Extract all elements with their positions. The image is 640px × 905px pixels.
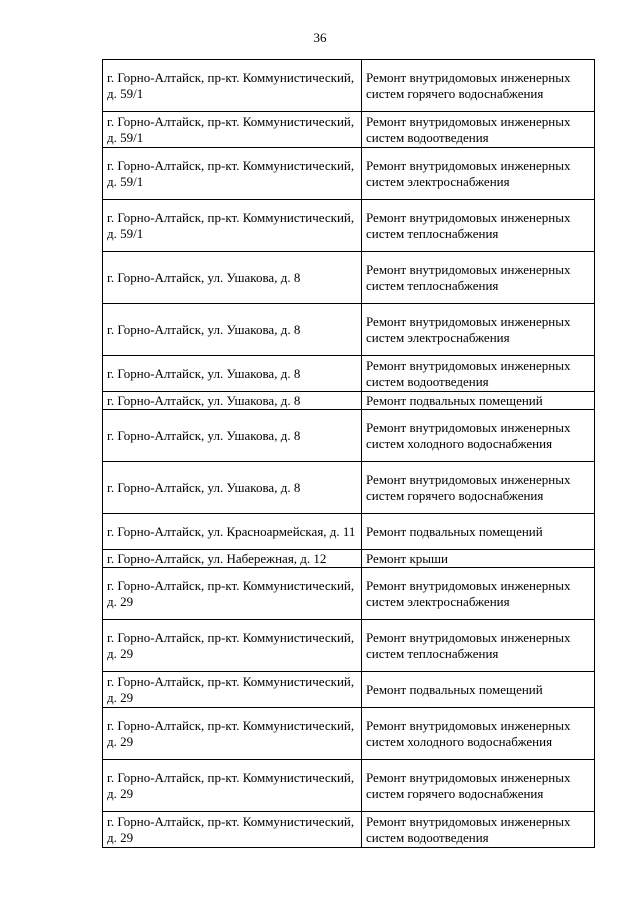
work-type-cell: Ремонт внутридомовых инженерных систем теплоснабжения — [362, 252, 595, 304]
work-type-cell: Ремонт внутридомовых инженерных систем теплоснабжения — [362, 620, 595, 672]
address-cell: г. Горно-Алтайск, пр-кт. Коммунистический, д. 29 — [103, 760, 362, 812]
address-cell: г. Горно-Алтайск, ул. Ушакова, д. 8 — [103, 252, 362, 304]
address-cell: г. Горно-Алтайск, ул. Ушакова, д. 8 — [103, 304, 362, 356]
table-row — [103, 392, 595, 410]
repair-works-table — [102, 59, 595, 848]
address-cell: г. Горно-Алтайск, ул. Ушакова, д. 8 — [103, 392, 362, 410]
address-cell: г. Горно-Алтайск, пр-кт. Коммунистический, д. 59/1 — [103, 148, 362, 200]
table-row — [103, 760, 595, 812]
work-type-cell: Ремонт внутридомовых инженерных систем электроснабжения — [362, 568, 595, 620]
address-cell: г. Горно-Алтайск, пр-кт. Коммунистический, д. 29 — [103, 708, 362, 760]
address-cell: г. Горно-Алтайск, ул. Набережная, д. 12 — [103, 550, 362, 568]
address-cell: г. Горно-Алтайск, пр-кт. Коммунистический, д. 29 — [103, 568, 362, 620]
table-row — [103, 252, 595, 304]
table-row — [103, 708, 595, 760]
work-type-cell: Ремонт внутридомовых инженерных систем электроснабжения — [362, 304, 595, 356]
table-row — [103, 550, 595, 568]
work-type-cell: Ремонт подвальных помещений — [362, 672, 595, 708]
work-type-cell: Ремонт внутридомовых инженерных систем электроснабжения — [362, 148, 595, 200]
work-type-cell: Ремонт внутридомовых инженерных систем горячего водоснабжения — [362, 462, 595, 514]
address-cell: г. Горно-Алтайск, ул. Ушакова, д. 8 — [103, 356, 362, 392]
table-row — [103, 410, 595, 462]
work-type-cell: Ремонт внутридомовых инженерных систем холодного водоснабжения — [362, 708, 595, 760]
address-cell: г. Горно-Алтайск, пр-кт. Коммунистический, д. 29 — [103, 812, 362, 848]
table-row — [103, 672, 595, 708]
table-row — [103, 812, 595, 848]
address-cell: г. Горно-Алтайск, ул. Ушакова, д. 8 — [103, 462, 362, 514]
address-cell: г. Горно-Алтайск, пр-кт. Коммунистический, д. 59/1 — [103, 200, 362, 252]
table-row — [103, 620, 595, 672]
work-type-cell: Ремонт внутридомовых инженерных систем водоотведения — [362, 812, 595, 848]
address-cell: г. Горно-Алтайск, ул. Ушакова, д. 8 — [103, 410, 362, 462]
address-cell: г. Горно-Алтайск, пр-кт. Коммунистический, д. 29 — [103, 672, 362, 708]
address-cell: г. Горно-Алтайск, пр-кт. Коммунистический, д. 59/1 — [103, 60, 362, 112]
work-type-cell: Ремонт внутридомовых инженерных систем горячего водоснабжения — [362, 760, 595, 812]
table-row — [103, 568, 595, 620]
address-cell: г. Горно-Алтайск, пр-кт. Коммунистический, д. 59/1 — [103, 112, 362, 148]
table-row — [103, 148, 595, 200]
work-type-cell: Ремонт внутридомовых инженерных систем теплоснабжения — [362, 200, 595, 252]
work-type-cell: Ремонт внутридомовых инженерных систем холодного водоснабжения — [362, 410, 595, 462]
page-number: 36 — [313, 30, 327, 45]
table-row — [103, 60, 595, 112]
work-type-cell: Ремонт внутридомовых инженерных систем горячего водоснабжения — [362, 60, 595, 112]
table-row — [103, 112, 595, 148]
table-row — [103, 304, 595, 356]
address-cell: г. Горно-Алтайск, пр-кт. Коммунистический, д. 29 — [103, 620, 362, 672]
table-body — [103, 60, 595, 848]
address-cell: г. Горно-Алтайск, ул. Красноармейская, д. 11 — [103, 514, 362, 550]
table-row — [103, 200, 595, 252]
work-type-cell: Ремонт внутридомовых инженерных систем водоотведения — [362, 356, 595, 392]
table-row — [103, 356, 595, 392]
work-type-cell: Ремонт крыши — [362, 550, 595, 568]
table-row — [103, 514, 595, 550]
work-type-cell: Ремонт подвальных помещений — [362, 514, 595, 550]
table-row — [103, 462, 595, 514]
work-type-cell: Ремонт подвальных помещений — [362, 392, 595, 410]
work-type-cell: Ремонт внутридомовых инженерных систем водоотведения — [362, 112, 595, 148]
